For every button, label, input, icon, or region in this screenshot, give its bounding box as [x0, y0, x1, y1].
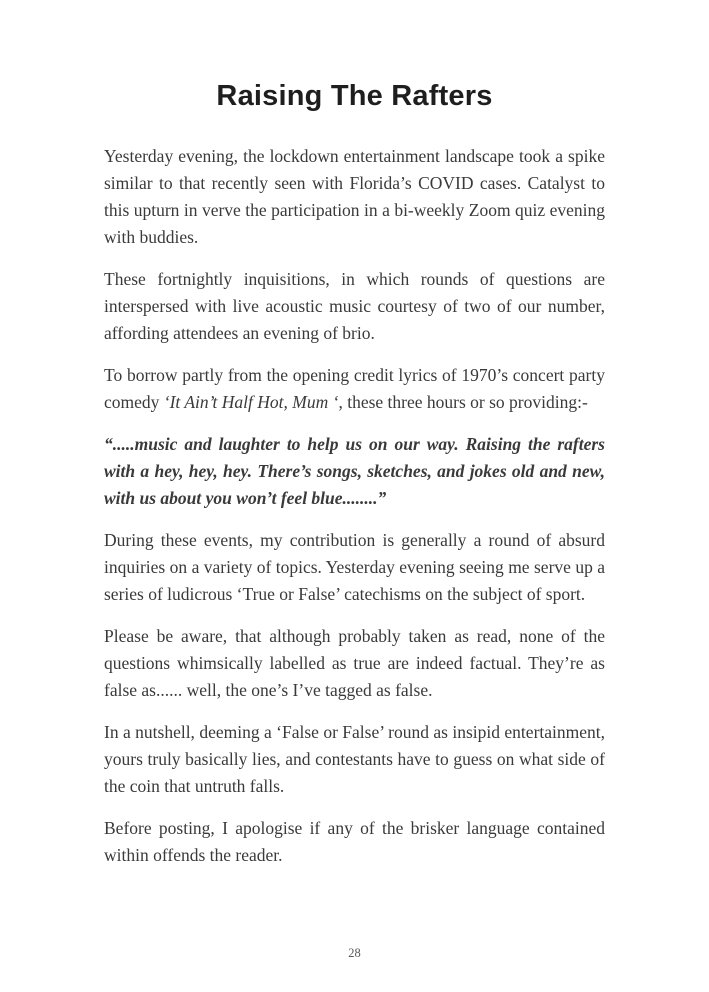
paragraph — [104, 266, 605, 347]
text-segment: These fortnightly inquisitions, in which rounds of questions are interspersed with live acoustic music courtesy of two of our number, affording attendees an evening of brio. — [104, 269, 605, 344]
paragraph — [104, 362, 605, 416]
paragraph — [104, 143, 605, 251]
paragraph — [104, 431, 605, 512]
text-segment: During these events, my contribution is generally a round of absurd inquiries on a variety of topics. Yesterday evening seeing me serve up a series of ludicrous ‘True or False’ catechisms on the subject of sport. — [104, 530, 605, 605]
text-segment: In a nutshell, deeming a ‘False or False’ round as insipid entertainment, yours truly basically lies, and contestants have to guess on what side of the coin that untruth falls. — [104, 722, 605, 797]
page-title: Raising The Rafters — [216, 80, 493, 112]
paragraph — [104, 527, 605, 608]
text-segment: To borrow partly from the opening credit lyrics of 1970’s concert party comedy — [104, 365, 605, 413]
paragraph — [104, 623, 605, 704]
paragraph — [104, 815, 605, 869]
text-segment: Yesterday evening, the lockdown entertainment landscape took a spike similar to that recently seen with Florida’s COVID cases. Catalyst to this upturn in verve the participation in a bi-weekly Zoom quiz evening with buddies. — [104, 146, 605, 248]
text-segment: ‘It Ain’t Half Hot, Mum ‘ — [163, 392, 339, 413]
paragraph — [104, 719, 605, 800]
text-segment: Before posting, I apologise if any of the brisker language contained within offends the reader. — [104, 818, 605, 866]
document-body — [104, 143, 605, 869]
text-segment: Please be aware, that although probably taken as read, none of the questions whimsically labelled as true are indeed factual. They’re as false as...... well, the one’s I’ve tagged as false. — [104, 626, 605, 701]
text-segment: , these three hours or so providing:- — [338, 392, 588, 413]
text-segment: “.....music and laughter to help us on our way. Raising the rafters with a hey, hey, hey. There’s songs, sketches, and jokes old and new, with us about you won’t feel blue........” — [104, 434, 605, 509]
page-number: 28 — [348, 946, 361, 960]
